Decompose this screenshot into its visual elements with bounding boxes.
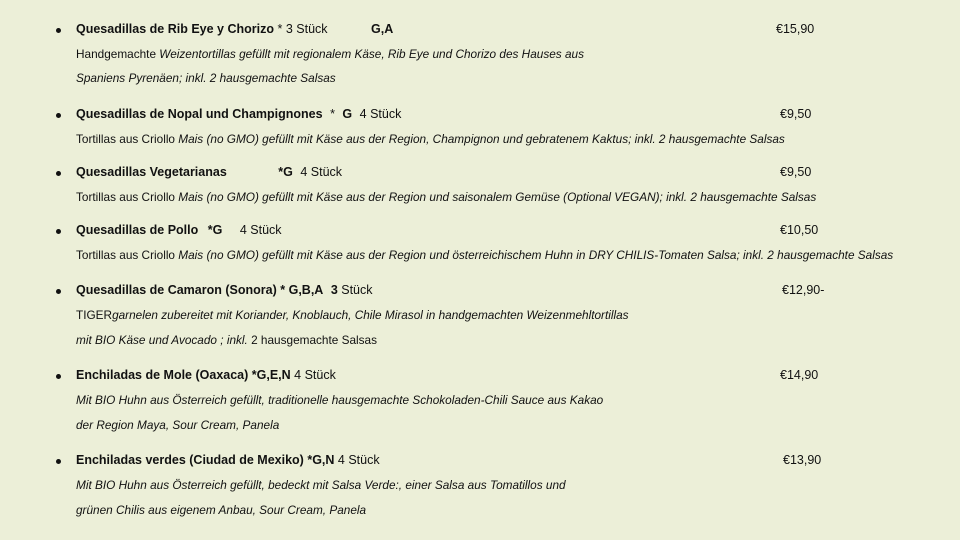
item-name: Enchiladas verdes (Ciudad de Mexiko) — [76, 453, 304, 467]
item-description-2: der Region Maya, Sour Cream, Panela — [76, 418, 280, 432]
item-description: Tortillas aus Criollo Mais (no GMO) gefüllt mit Käse aus der Region und österreichischem Huhn in DRY CHILIS-Tomaten Salsa; inkl. 2 hausgemachte Salsas — [76, 248, 894, 262]
bullet-icon — [56, 28, 61, 33]
item-price: €15,90 — [776, 22, 815, 36]
bullet-icon — [56, 113, 61, 118]
item-title — [76, 453, 380, 467]
item-codes: *G — [207, 223, 223, 237]
item-price: €10,50 — [780, 223, 819, 237]
item-price: €13,90 — [783, 453, 822, 467]
item-name: Quesadillas de Camaron (Sonora) — [76, 283, 277, 297]
item-name: Enchiladas de Mole (Oaxaca) — [76, 368, 249, 382]
item-codes: *G,N — [307, 453, 335, 467]
item-description-2: Spaniens Pyrenäen; inkl. 2 hausgemachte Salsas — [76, 71, 336, 85]
bullet-icon — [56, 229, 61, 234]
item-quantity: 3 Stück — [285, 22, 328, 36]
item-name: Quesadillas de Pollo — [76, 223, 199, 237]
item-price: €9,50 — [780, 107, 812, 121]
item-description-2: mit BIO Käse und Avocado ; inkl. 2 hausgemachte Salsas — [76, 333, 378, 347]
item-title — [76, 107, 401, 121]
bullet-icon — [56, 289, 61, 294]
item-quantity: 4 Stück — [294, 368, 336, 382]
item-description: Tortillas aus Criollo Mais (no GMO) gefüllt mit Käse aus der Region und saisonalem Gemüse (Optional VEGAN); inkl. 2 hausgemachte Salsas — [76, 190, 817, 204]
item-title — [76, 283, 373, 297]
bullet-icon — [56, 171, 61, 176]
item-quantity: 4 Stück — [239, 223, 282, 237]
item-quantity: 4 Stück — [300, 165, 343, 179]
item-quantity-unit: Stück — [341, 283, 373, 297]
item-title — [76, 165, 342, 179]
item-codes: G — [342, 107, 353, 121]
item-quantity: 4 Stück — [359, 107, 402, 121]
item-title — [76, 223, 282, 237]
item-description-2: grünen Chilis aus eigenem Anbau, Sour Cream, Panela — [76, 503, 367, 517]
item-codes: *G,E,N — [251, 368, 291, 382]
item-description: TIGERgarnelen zubereitet mit Koriander, Knoblauch, Chile Mirasol in handgemachten Weizenmehltortillas — [76, 308, 629, 322]
item-description: Mit BIO Huhn aus Österreich gefüllt, bedeckt mit Salsa Verde:, einer Salsa aus Tomatillos und — [76, 478, 566, 492]
item-title — [76, 368, 336, 382]
item-codes: G,A — [371, 22, 394, 36]
item-title — [76, 22, 393, 36]
item-mark: * — [330, 107, 335, 121]
item-name: Quesadillas de Nopal und Champignones — [76, 107, 323, 121]
item-mark: * — [280, 283, 286, 297]
item-price: €14,90 — [780, 368, 819, 382]
item-name: Quesadillas Vegetarianas — [76, 165, 227, 179]
item-description: Mit BIO Huhn aus Österreich gefüllt, traditionelle hausgemachte Schokoladen-Chili Sauce aus Kakao — [76, 393, 604, 407]
item-codes: G,B,A — [288, 283, 324, 297]
item-price: €12,90- — [782, 283, 825, 297]
item-quantity: 3 — [330, 283, 338, 297]
item-codes: *G — [278, 165, 293, 179]
item-mark: * — [277, 22, 283, 36]
item-quantity: 4 Stück — [337, 453, 380, 467]
bullet-icon — [56, 374, 61, 379]
item-description: Tortillas aus Criollo Mais (no GMO) gefüllt mit Käse aus der Region, Champignon und gebratenem Kaktus; inkl. 2 hausgemachte Salsas — [76, 132, 785, 146]
item-name: Quesadillas de Rib Eye y Chorizo — [76, 22, 274, 36]
item-price: €9,50 — [780, 165, 812, 179]
bullet-icon — [56, 459, 61, 464]
item-description: Handgemachte Weizentortillas gefüllt mit regionalem Käse, Rib Eye und Chorizo des Hauses aus — [76, 47, 584, 61]
